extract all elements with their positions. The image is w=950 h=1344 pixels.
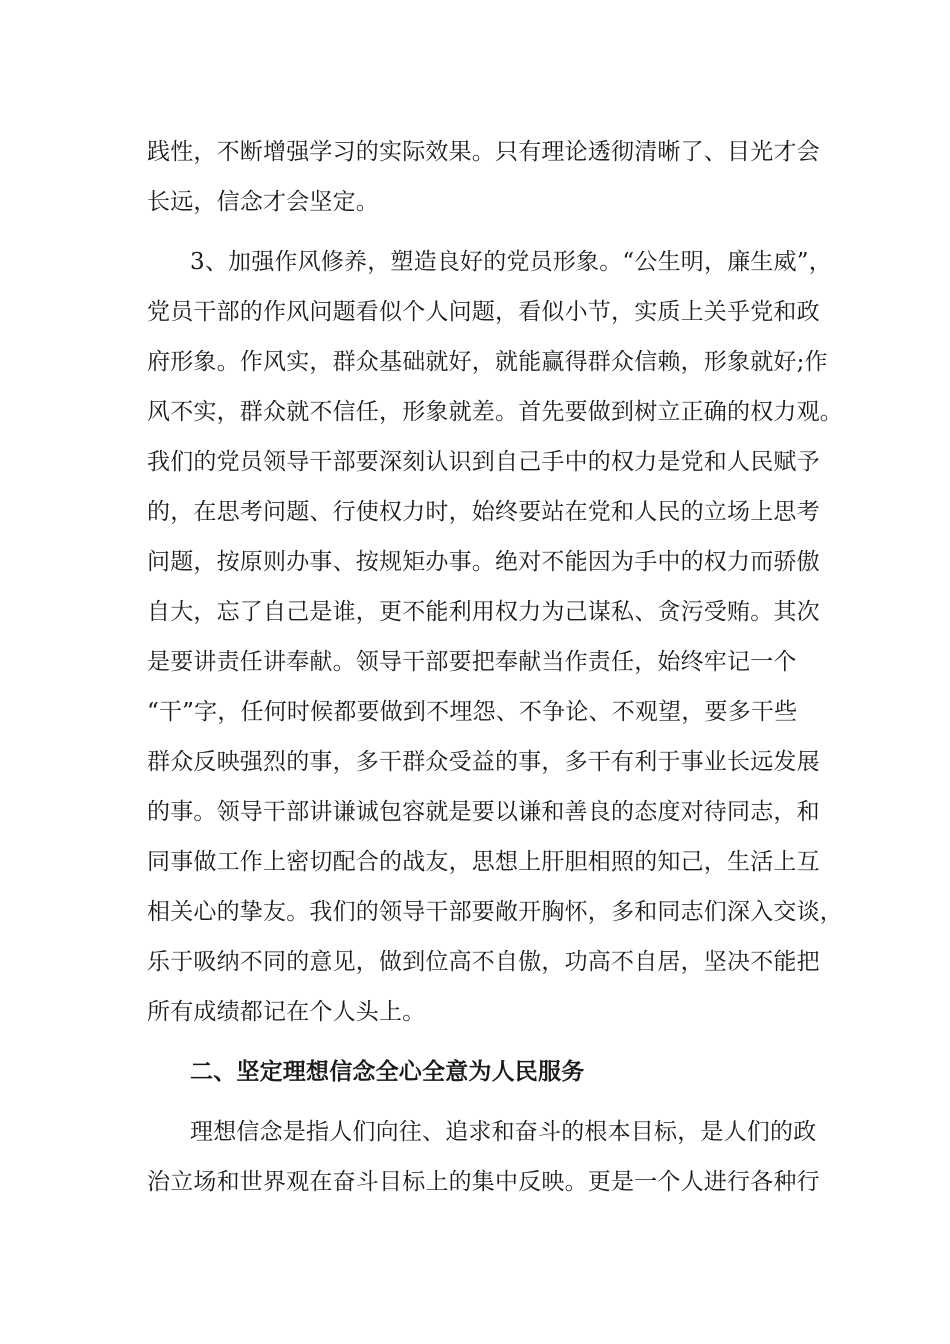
paragraph-line: 的，在思考问题、行使权力时，始终要站在党和人民的立场上思考 [147, 499, 820, 525]
paragraph-line: 我们的党员领导干部要深刻认识到自己手中的权力是党和人民赋予 [147, 449, 820, 475]
paragraph-line: 是要讲责任讲奉献。领导干部要把奉献当作责任，始终牢记一个 [147, 649, 797, 675]
paragraph-line: 长远，信念才会坚定。 [147, 189, 379, 215]
paragraph-line: 风不实，群众就不信任，形象就差。首先要做到树立正确的权力观。 [147, 399, 843, 425]
section-heading: 二、坚定理想信念全心全意为人民服务 [190, 1058, 585, 1085]
paragraph-line: 践性，不断增强学习的实际效果。只有理论透彻清晰了、目光才会 [147, 139, 820, 165]
paragraph-line: 治立场和世界观在奋斗目标上的集中反映。更是一个人进行各种行 [147, 1169, 820, 1195]
paragraph-line: 党员干部的作风问题看似个人问题，看似小节，实质上关乎党和政 [147, 299, 820, 325]
paragraph-line: 的事。领导干部讲谦诚包容就是要以谦和善良的态度对待同志，和 [147, 799, 820, 825]
paragraph-line: 相关心的挚友。我们的领导干部要敞开胸怀，多和同志们深入交谈， [147, 899, 843, 925]
paragraph-line: 自大，忘了自己是谁，更不能利用权力为己谋私、贪污受贿。其次 [147, 599, 820, 625]
paragraph-line: 同事做工作上密切配合的战友，思想上肝胆相照的知己，生活上互 [147, 849, 820, 875]
paragraph-line: 乐于吸纳不同的意见，做到位高不自傲，功高不自居，坚决不能把 [147, 949, 820, 975]
paragraph-line: 理想信念是指人们向往、追求和奋斗的根本目标，是人们的政 [190, 1119, 817, 1145]
paragraph-line: 群众反映强烈的事，多干群众受益的事，多干有利于事业长远发展 [147, 749, 820, 775]
paragraph-line: 府形象。作风实，群众基础就好，就能赢得群众信赖，形象就好;作 [147, 349, 828, 375]
paragraph-line: 所有成绩都记在个人头上。 [147, 999, 426, 1025]
paragraph-line: 3、加强作风修养，塑造良好的党员形象。“公生明，廉生威”， [190, 249, 832, 275]
paragraph-line: 问题，按原则办事、按规矩办事。绝对不能因为手中的权力而骄傲 [147, 549, 820, 575]
paragraph-line: “干”字，任何时候都要做到不埋怨、不争论、不观望，要多干些 [147, 699, 798, 725]
